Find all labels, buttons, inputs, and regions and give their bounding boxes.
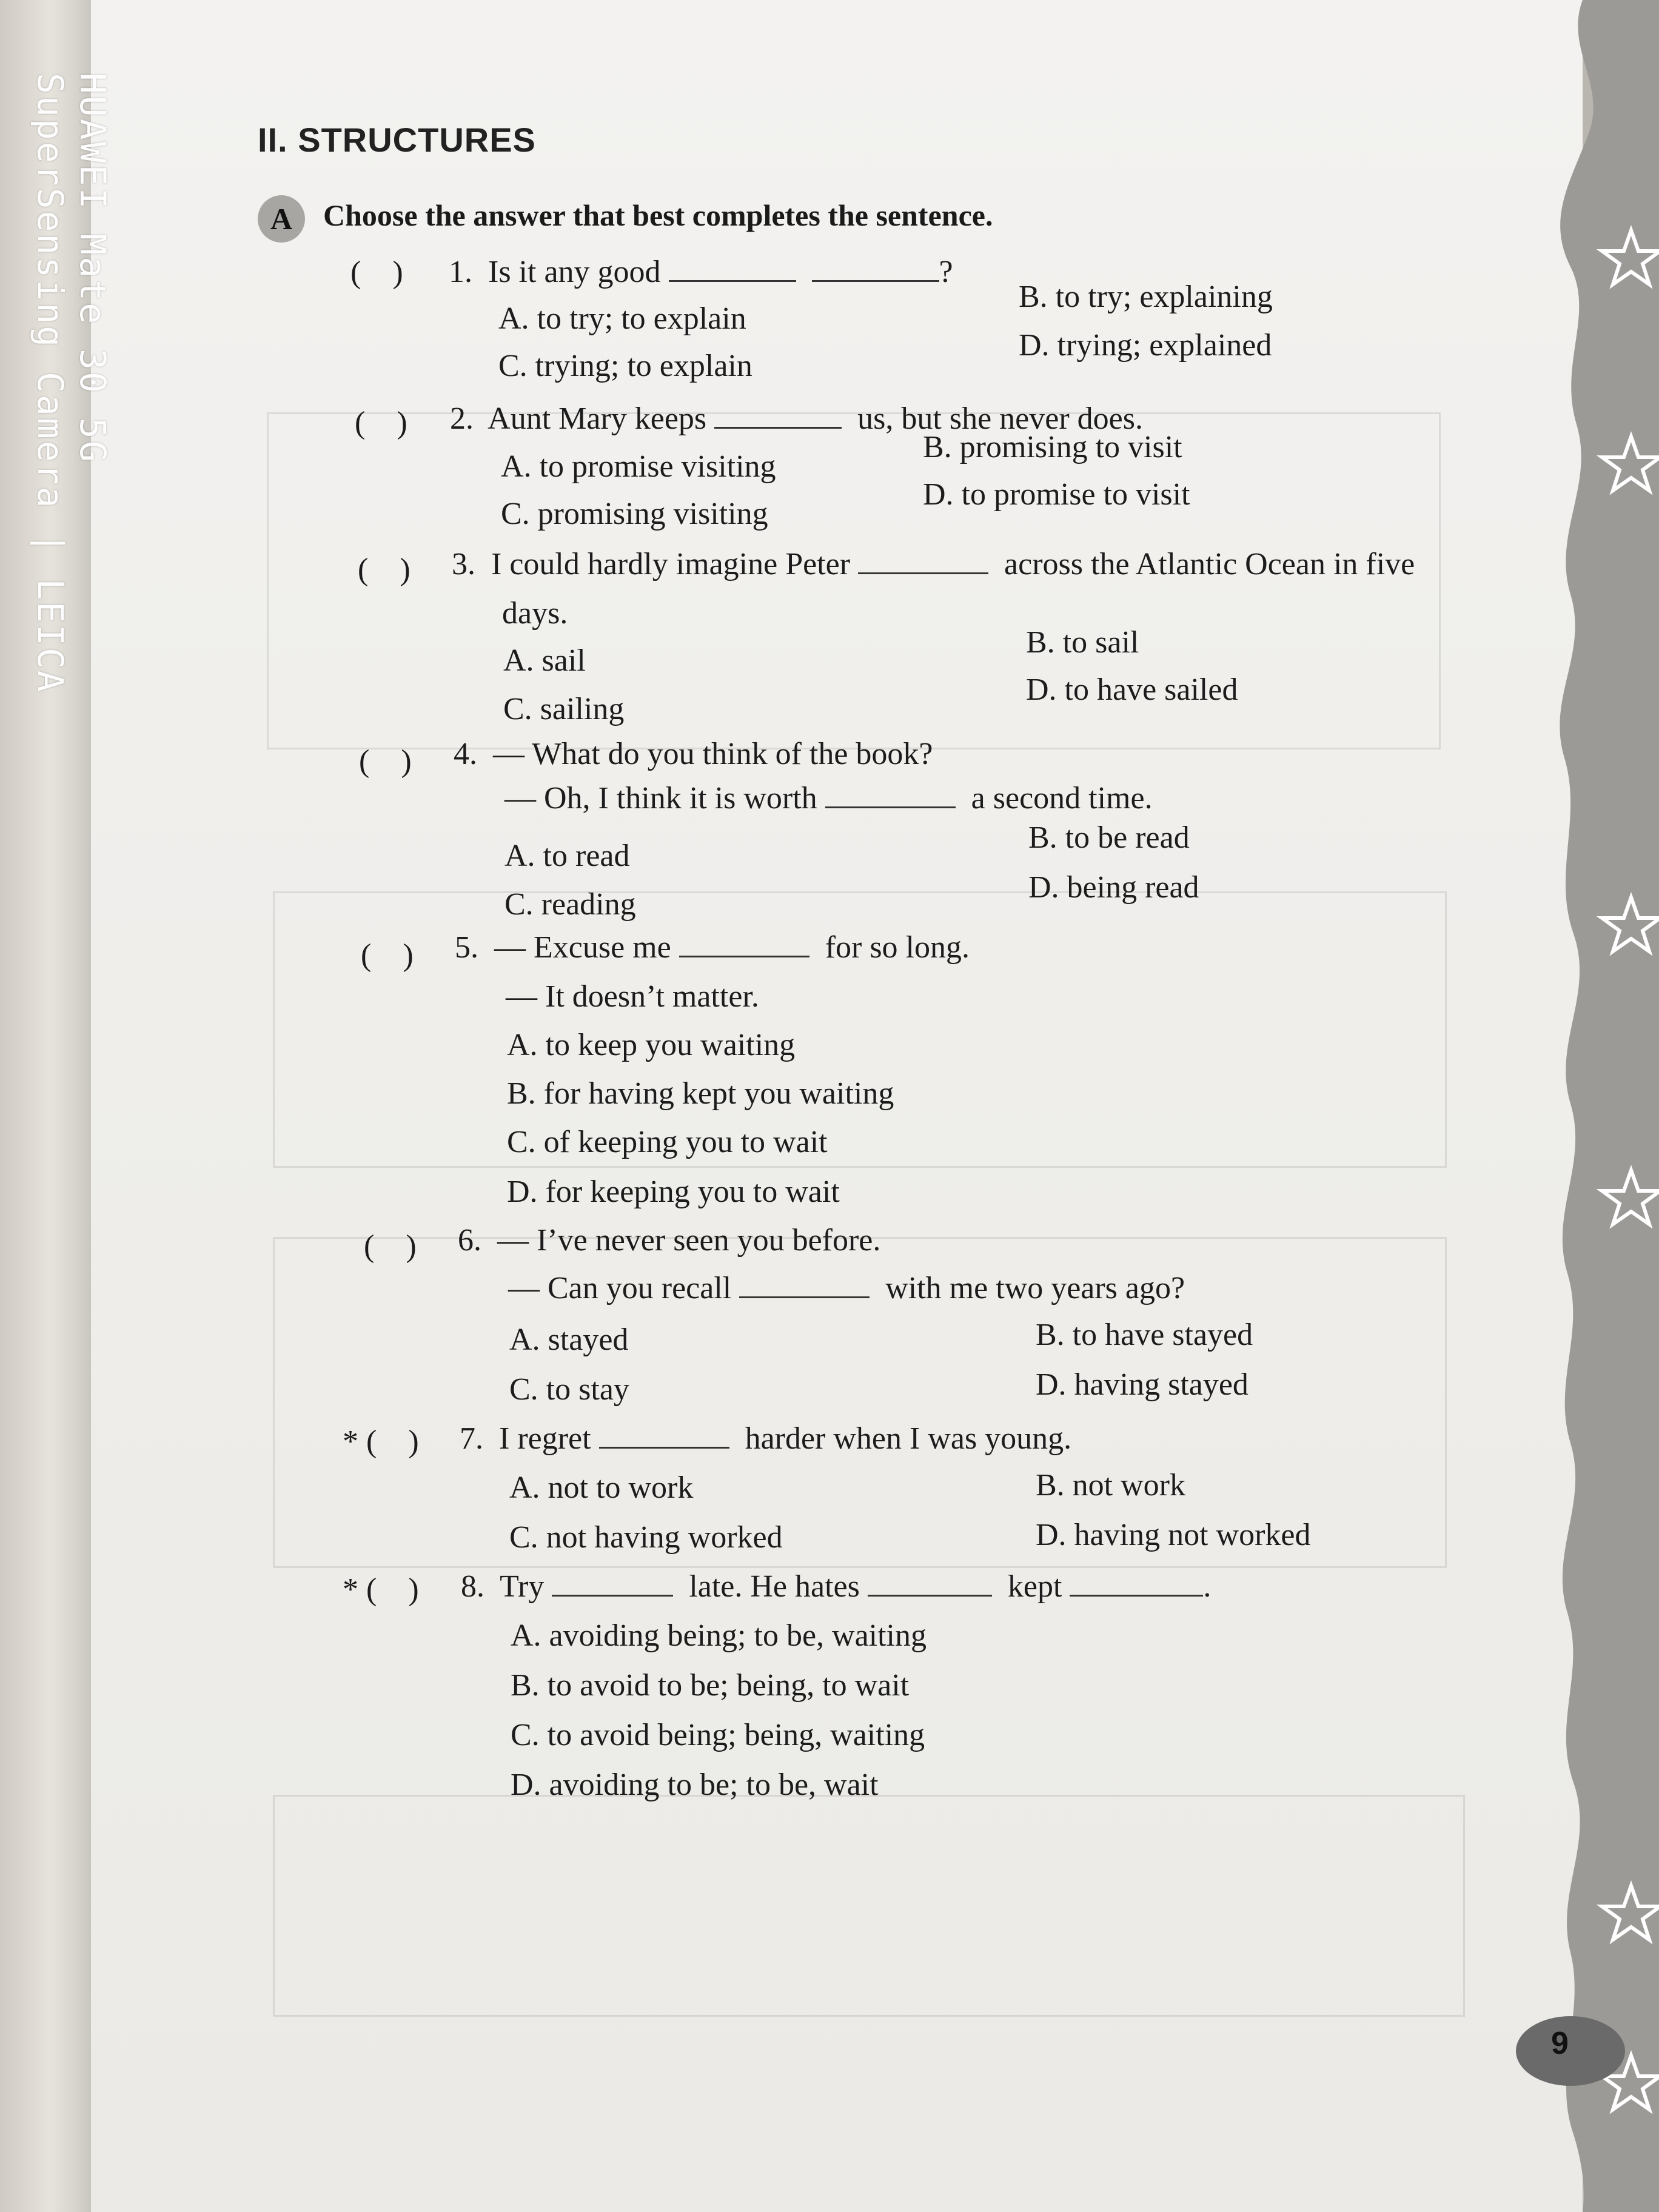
answer-bracket[interactable]: * ( ) [343, 1572, 419, 1607]
answer-bracket[interactable]: ( ) [358, 552, 411, 587]
answer-blank[interactable] [1070, 1568, 1203, 1597]
option-b[interactable]: B. to be read [1028, 820, 1190, 855]
question-3-continued: days. [502, 596, 568, 631]
option-b[interactable]: B. to sail [1026, 625, 1139, 660]
option-a[interactable]: A. avoiding being; to be, waiting [511, 1618, 927, 1653]
question-5: 5. — Excuse me for so long. [455, 930, 970, 965]
option-a[interactable]: A. sail [503, 643, 586, 678]
question-3: 3. I could hardly imagine Peter across the Atlantic Ocean in five [452, 547, 1415, 581]
answer-bracket[interactable]: ( ) [364, 1229, 417, 1264]
option-c[interactable]: C. promising visiting [501, 497, 768, 531]
answer-blank[interactable] [858, 546, 988, 574]
option-c[interactable]: C. sailing [503, 692, 625, 726]
option-b[interactable]: B. for having kept you waiting [507, 1076, 894, 1111]
option-d[interactable]: D. for keeping you to wait [507, 1175, 840, 1209]
question-6: 6. — I’ve never seen you before. [458, 1223, 881, 1258]
option-d[interactable]: D. to promise to visit [923, 477, 1190, 512]
answer-blank[interactable] [552, 1568, 673, 1597]
option-b[interactable]: B. to avoid to be; being, to wait [511, 1668, 910, 1703]
question-7: 7. I regret harder when I was young. [460, 1421, 1072, 1456]
option-a[interactable]: A. not to work [509, 1470, 694, 1505]
answer-bracket[interactable]: ( ) [355, 406, 407, 440]
question-1: 1. Is it any good ? [449, 255, 953, 289]
option-c[interactable]: C. of keeping you to wait [507, 1125, 828, 1159]
option-a[interactable]: A. to keep you waiting [507, 1028, 796, 1062]
answer-blank[interactable] [825, 780, 956, 808]
camera-watermark [29, 73, 114, 694]
option-c[interactable]: C. to stay [509, 1372, 629, 1407]
section-title: II. STRUCTURES [258, 121, 536, 159]
question-2: 2. Aunt Mary keeps us, but she never does. [450, 401, 1143, 436]
question-6-reply: — Can you recall with me two years ago? [508, 1271, 1185, 1305]
option-d[interactable]: D. trying; explained [1019, 328, 1272, 363]
option-b[interactable]: B. promising to visit [923, 430, 1182, 464]
option-a[interactable]: A. to try; to explain [498, 301, 746, 336]
answer-bracket[interactable]: ( ) [350, 255, 403, 290]
option-d[interactable]: D. being read [1028, 870, 1199, 905]
watermark-model: HUAWEI Mate 30 5G [72, 73, 113, 464]
option-c[interactable]: C. not having worked [509, 1520, 783, 1555]
option-b[interactable]: B. to have stayed [1036, 1318, 1253, 1352]
answer-bracket[interactable]: ( ) [361, 938, 414, 973]
answer-blank[interactable] [599, 1420, 729, 1449]
option-b[interactable]: B. not work [1036, 1468, 1185, 1503]
answer-blank[interactable] [812, 253, 939, 282]
decorative-band [1540, 0, 1659, 2212]
option-d[interactable]: D. having not worked [1036, 1518, 1311, 1552]
answer-blank[interactable] [714, 400, 842, 429]
question-4: 4. — What do you think of the book? [454, 737, 933, 771]
part-badge: A [258, 195, 305, 243]
option-a[interactable]: A. stayed [509, 1322, 629, 1357]
challenge-star: * [343, 1572, 358, 1607]
answer-blank[interactable] [679, 929, 809, 957]
instruction-text: Choose the answer that best completes the sentence. [323, 198, 993, 232]
option-c[interactable]: C. reading [504, 887, 636, 922]
answer-blank[interactable] [868, 1568, 992, 1597]
answer-bracket[interactable]: ( ) [359, 744, 412, 779]
bleed-through-table [273, 1795, 1465, 2017]
option-d[interactable]: D. to have sailed [1026, 672, 1238, 707]
option-d[interactable]: D. avoiding to be; to be, wait [511, 1768, 879, 1802]
answer-bracket[interactable]: * ( ) [343, 1424, 419, 1459]
question-5-reply: — It doesn’t matter. [506, 979, 759, 1014]
page-number: 9 [1551, 2026, 1569, 2061]
question-8: 8. Try late. He hates kept . [461, 1569, 1212, 1604]
option-a[interactable]: A. to read [504, 839, 630, 873]
answer-blank[interactable] [739, 1270, 870, 1298]
option-c[interactable]: C. to avoid being; being, waiting [511, 1718, 925, 1752]
option-a[interactable]: A. to promise visiting [501, 449, 776, 484]
option-b[interactable]: B. to try; explaining [1019, 280, 1273, 314]
challenge-star: * [343, 1424, 358, 1459]
answer-blank[interactable] [669, 253, 796, 282]
option-c[interactable]: C. trying; to explain [498, 349, 752, 383]
watermark-camera: SuperSensing Camera | LEICA [30, 73, 71, 694]
option-d[interactable]: D. having stayed [1036, 1367, 1248, 1402]
question-4-reply: — Oh, I think it is worth a second time. [504, 781, 1153, 816]
page-number-badge [1516, 2016, 1625, 2086]
